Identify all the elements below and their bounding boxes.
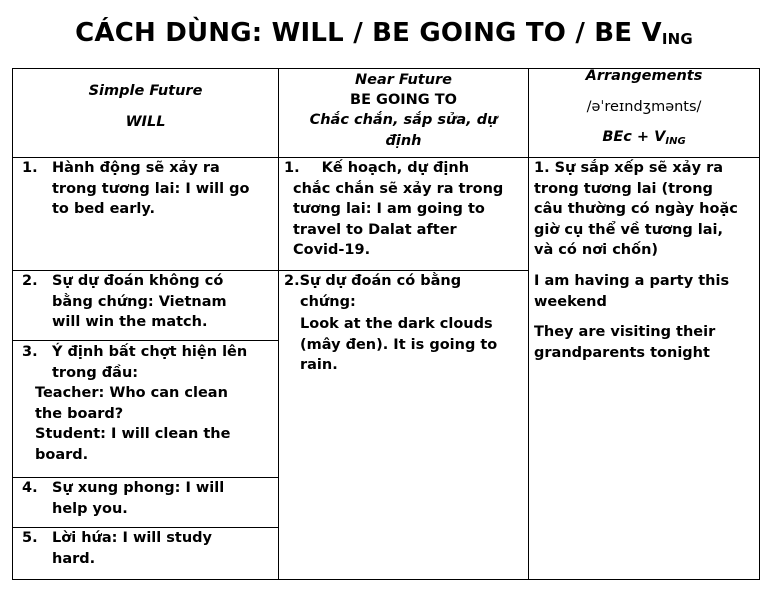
text-line: will win the match. [52, 314, 208, 330]
text-line: chứng: [300, 293, 356, 310]
text-line: They are visiting their [534, 324, 716, 340]
header-near-future [279, 70, 528, 151]
going-to-usage-1 [284, 158, 524, 261]
text-line: trong đầu: [52, 364, 139, 381]
list-text [52, 342, 247, 383]
text-line: board. [35, 446, 89, 463]
table-border-right [759, 68, 760, 580]
list-text [52, 158, 249, 220]
title-main: CÁCH DÙNG: WILL / BE GOING TO / BE V [75, 18, 662, 48]
text-line: giờ cụ thể về tương lai, [534, 221, 723, 238]
list-text [52, 478, 224, 519]
list-text [52, 528, 212, 569]
text-line: Lời hứa: I will study [52, 530, 213, 546]
dialogue [35, 383, 275, 465]
list-number: 4. [22, 480, 38, 496]
list-number: 1. [284, 160, 300, 176]
list-number: 2. [22, 273, 38, 289]
text-line: travel to Dalat after [293, 221, 457, 238]
text-line: bằng chứng: Vietnam [52, 293, 227, 310]
text-line: câu thường có ngày hoặc [534, 201, 738, 217]
text-line: Student: I will clean the [35, 426, 231, 442]
header-simple-future-keyword: WILL [125, 113, 166, 130]
text-line: Look at the dark clouds [300, 316, 493, 332]
list-number: 5. [22, 530, 38, 546]
header-near-future-keyword: BE GOING TO [350, 91, 457, 108]
text-line: Teacher: Who can clean [35, 385, 228, 401]
text-line: Sự xung phong: I will [52, 480, 225, 496]
header-simple-future-title: Simple Future [88, 83, 203, 99]
text-line: Covid-19. [293, 242, 371, 258]
list-number: 3. [22, 344, 38, 360]
table-border-left [12, 68, 13, 580]
text-line: (mây đen). It is going to [300, 336, 498, 353]
text-line: trong tương lai: I will go [52, 180, 250, 197]
text-line: và có nơi chốn) [534, 242, 659, 258]
text-line: weekend [534, 293, 607, 310]
text-line: help you. [52, 500, 128, 517]
header-simple-future [13, 81, 278, 132]
list-number: 1. [22, 160, 38, 176]
text-line: 2.Sự dự đoán có bằng [284, 273, 462, 289]
table-border-bottom [12, 579, 760, 580]
text-line [284, 158, 524, 179]
text-line: tương lai: I am going to [293, 201, 485, 217]
text-line: Ý định bất chợt hiện lên [52, 344, 248, 360]
text-line: Sự dự đoán không có [52, 273, 224, 289]
text-line: to bed early. [52, 201, 155, 217]
header-near-future-desc: Chắc chắn, sắp sửa, dự [309, 112, 498, 128]
header-arrangements-formula [529, 127, 759, 153]
going-to-usage-2 [284, 271, 524, 376]
text-line: grandparents tonight [534, 344, 710, 361]
text-line: I am having a party this [534, 273, 730, 289]
header-arrangements-title: Arrangements [585, 68, 703, 84]
formula-subscript: ING [665, 136, 686, 147]
text-line: Hành động sẽ xảy ra [52, 160, 220, 176]
header-near-future-desc-2: định [385, 132, 422, 149]
arrangement-usage-1 [534, 158, 758, 261]
title-subscript: ING [661, 30, 693, 48]
arrangement-example-2 [534, 322, 758, 363]
text-line-content: Kế hoạch, dự định [321, 160, 470, 176]
text-line: trong tương lai (trong [534, 180, 713, 197]
header-near-future-title: Near Future [354, 72, 453, 88]
text-line: chắc chắn sẽ xảy ra trong [293, 180, 504, 197]
text-line: the board? [35, 405, 124, 422]
text-line: hard. [52, 550, 96, 567]
formula-main: BEc + V [602, 129, 666, 145]
text-line: 1. Sự sắp xếp sẽ xảy ra [534, 160, 724, 176]
header-arrangements-ipa: /əˈreɪndʒmənts/ [586, 98, 702, 115]
arrangement-example-1 [534, 271, 758, 312]
row-divider-2 [12, 340, 278, 341]
text-line: rain. [300, 357, 338, 373]
header-arrangements [529, 66, 759, 153]
list-text [52, 271, 227, 333]
